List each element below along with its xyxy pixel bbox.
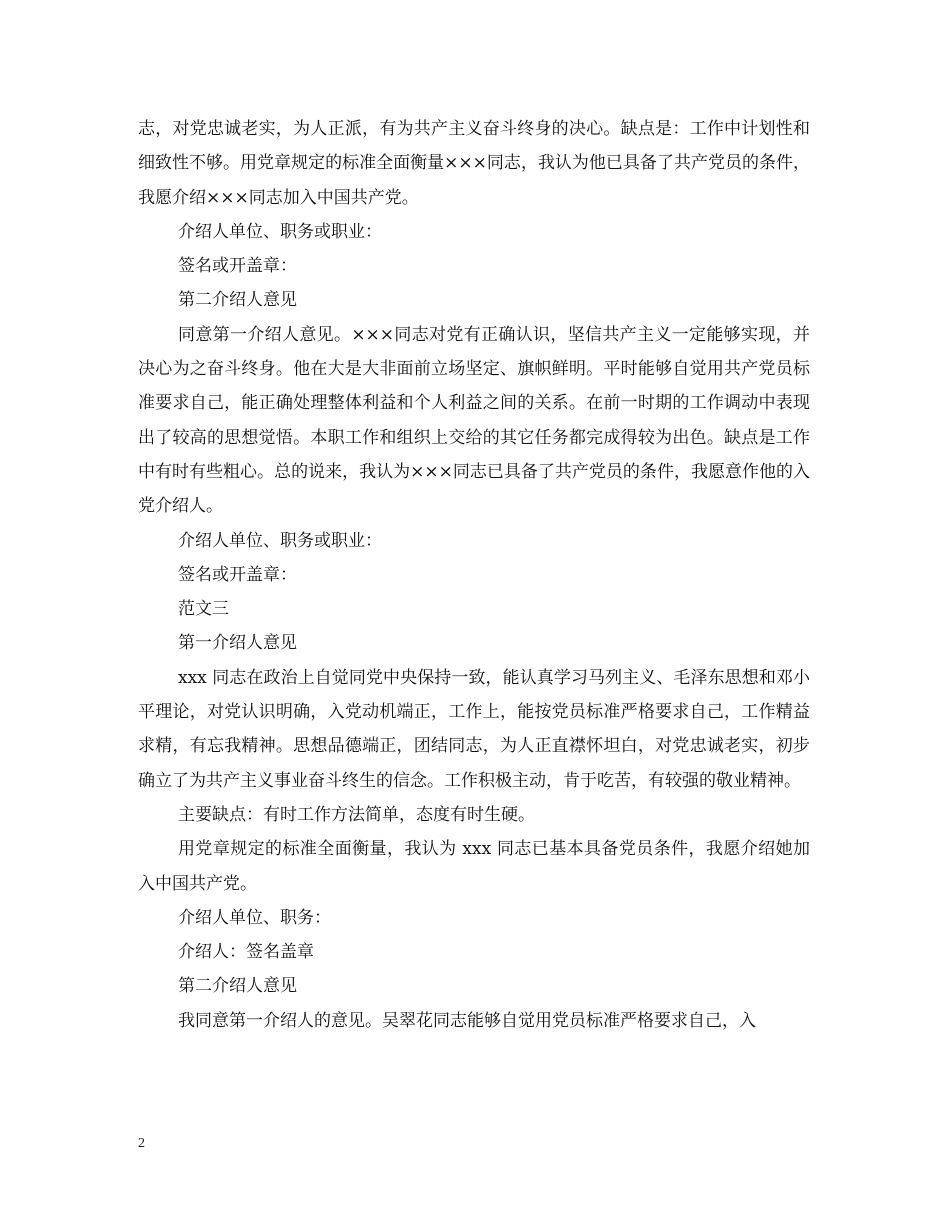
paragraph: 签名或开盖章： — [178, 256, 297, 277]
paragraph: 介绍人：签名盖章 — [178, 942, 314, 963]
section-heading: 范文三 — [178, 599, 229, 620]
paragraph: 介绍人单位、职务或职业： — [178, 530, 382, 551]
page-number: 2 — [138, 1136, 145, 1151]
paragraph: 介绍人单位、职务： — [178, 907, 331, 928]
paragraph: 介绍人单位、职务或职业： — [178, 221, 382, 242]
paragraph: 主要缺点：有时工作方法简单，态度有时生硬。 — [178, 804, 535, 825]
section-heading: 第一介绍人意见 — [178, 633, 297, 654]
paragraph: 用党章规定的标准全面衡量，我认为 xxx 同志已基本具备党员条件，我愿介绍她加入中国共产党。 — [138, 839, 810, 894]
body-text — [138, 112, 810, 1038]
paragraph: xxx 同志在政治上自觉同党中央保持一致，能认真学习马列主义、毛泽东思想和邓小平理论，对党认识明确，入党动机端正，工作上，能按党员标准严格要求自己，工作精益求精，有忘我精神。思想品德端正，团结同志，为人正直襟怀坦白，对党忠诚老实，初步确立了为共产主义事业奋斗终生的信念。工作积极主动，肯于吃苦，有较强的敬业精神。 — [138, 667, 810, 791]
paragraph: 我同意第一介绍人的意见。吴翠花同志能够自觉用党员标准严格要求自己，入 — [178, 1010, 756, 1031]
paragraph: 志，对党忠诚老实，为人正派，有为共产主义奋斗终身的决心。缺点是：工作中计划性和细致性不够。用党章规定的标准全面衡量×××同志，我认为他已具备了共产党员的条件，我愿介绍×××同志加入中国共产党。 — [138, 119, 810, 208]
paragraph: 签名或开盖章： — [178, 564, 297, 585]
paragraph: 同意第一介绍人意见。×××同志对党有正确认识，坚信共产主义一定能够实现，并决心为之奋斗终身。他在大是大非面前立场坚定、旗帜鲜明。平时能够自觉用共产党员标准要求自己，能正确处理整体利益和个人利益之间的关系。在前一时期的工作调动中表现出了较高的思想觉悟。本职工作和组织上交给的其它任务都完成得较为出色。缺点是工作中有时有些粗心。总的说来，我认为×××同志已具备了共产党员的条件，我愿意作他的入党介绍人。 — [138, 324, 810, 517]
section-heading: 第二介绍人意见 — [178, 290, 297, 311]
section-heading: 第二介绍人意见 — [178, 976, 297, 997]
